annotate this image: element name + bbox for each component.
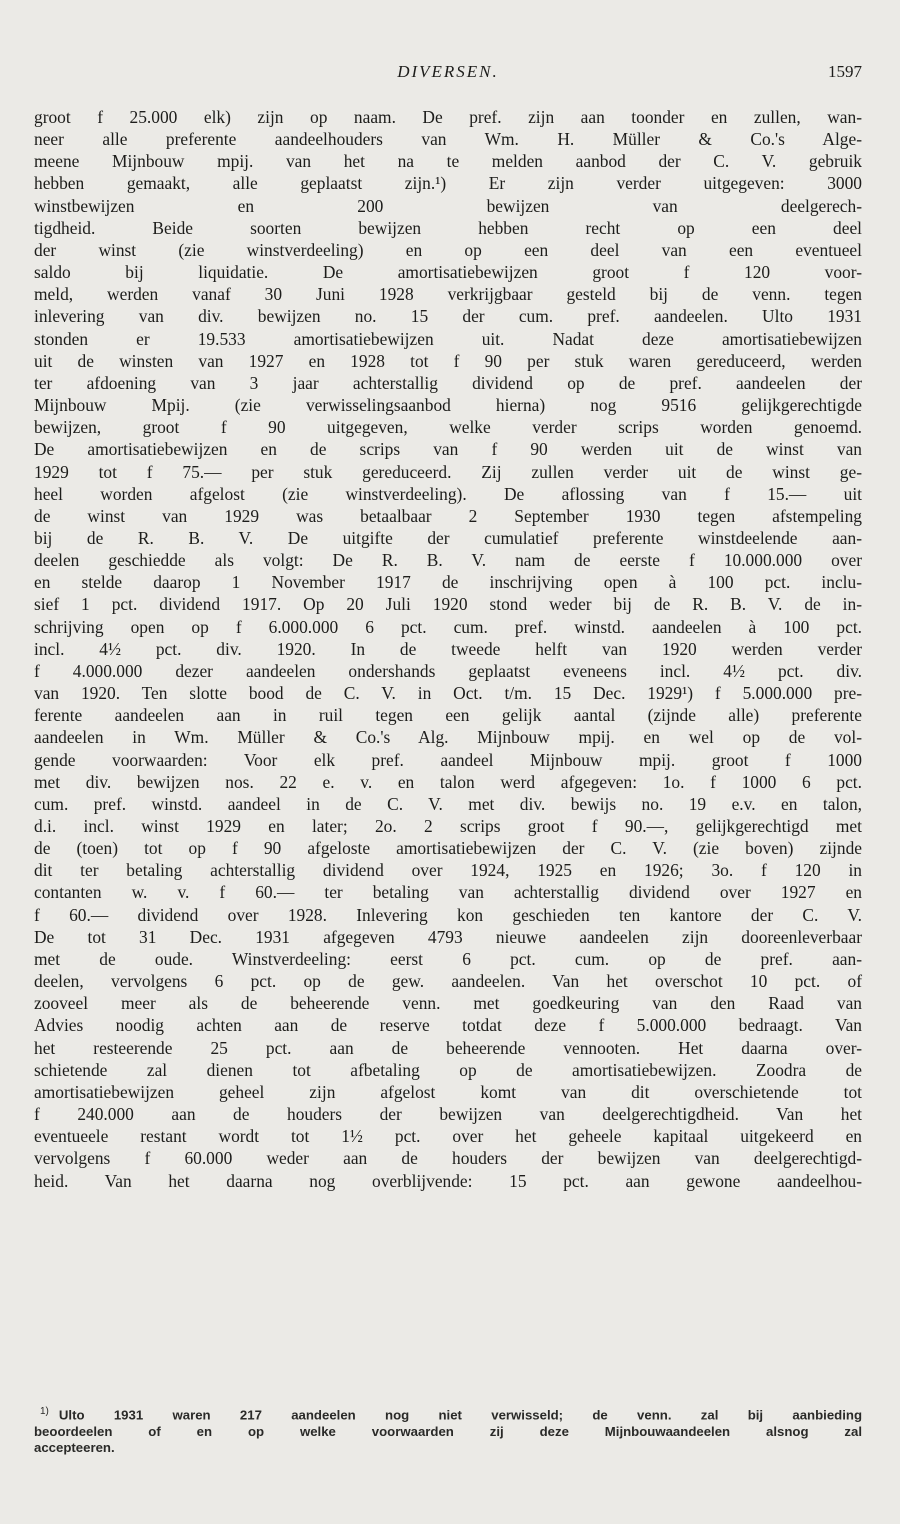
text-line: met div. bewijzen nos. 22 e. v. en talon werd afgegeven: 1o. f 1000 6 pct. — [34, 771, 862, 792]
body-text — [34, 106, 862, 1192]
text-line: dit ter betaling achterstallig dividend over 1924, 1925 en 1926; 3o. f 120 in — [34, 860, 862, 881]
text-line: deelen, vervolgens 6 pct. op de gew. aandeelen. Van het overschot 10 pct. of — [34, 971, 862, 992]
text-line: schrijving open op f 6.000.000 6 pct. cum. pref. winstd. aandeelen à 100 pct. — [34, 616, 862, 637]
text-line: ter afdoening van 3 jaar achterstallig dividend op de pref. aandeelen der — [34, 372, 862, 393]
text-line: de winst van 1929 was betaalbaar 2 September 1930 tegen afstempeling — [34, 505, 862, 526]
text-line: het resteerende 25 pct. aan de beheerende vennooten. Het daarna over- — [34, 1037, 862, 1058]
text-line: neer alle preferente aandeelhouders van Wm. H. Müller & Co.'s Alge- — [34, 129, 862, 150]
text-line: De tot 31 Dec. 1931 afgegeven 4793 nieuwe aandeelen zijn dooreenleverbaar — [34, 926, 862, 947]
text-line: met de oude. Winstverdeeling: eerst 6 pct. cum. op de pref. aan- — [34, 948, 862, 969]
text-line: der winst (zie winstverdeeling) en op een deel van een eventueel — [34, 239, 862, 260]
footnote-mark: 1) — [40, 1406, 49, 1417]
footnote-text: beoordeelen of en op welke voorwaarden zij deze Mijnbouwaandeelen alsnog zal — [34, 1423, 862, 1439]
text-line: stonden er 19.533 amortisatiebewijzen uit. Nadat deze amortisatiebewijzen — [34, 328, 862, 349]
text-line: eventueele restant wordt tot 1½ pct. over het geheele kapitaal uitgekeerd en — [34, 1126, 862, 1147]
text-line: f 4.000.000 dezer aandeelen ondershands geplaatst eveneens incl. 4½ pct. div. — [34, 660, 862, 681]
text-line: 1929 tot f 75.— per stuk gereduceerd. Zij zullen verder uit de winst ge- — [34, 461, 862, 482]
text-line: Advies noodig achten aan de reserve totdat deze f 5.000.000 bedraagt. Van — [34, 1015, 862, 1036]
text-line: de (toen) tot op f 90 afgeloste amortisatiebewijzen der C. V. (zie boven) zijnde — [34, 838, 862, 859]
text-line: deelen geschiedde als volgt: De R. B. V. nam de eerste f 10.000.000 over — [34, 550, 862, 571]
text-line: en stelde daarop 1 November 1917 de inschrijving open à 100 pct. inclu- — [34, 572, 862, 593]
text-line: saldo bij liquidatie. De amortisatiebewijzen groot f 120 voor- — [34, 262, 862, 283]
text-line: van 1920. Ten slotte bood de C. V. in Oct. t/m. 15 Dec. 1929¹) f 5.000.000 pre- — [34, 683, 862, 704]
text-line: d.i. incl. winst 1929 en later; 2o. 2 scrips groot f 90.—, gelijkgerechtigd met — [34, 816, 862, 836]
text-line: meene Mijnbouw mpij. van het na te melden aanbod der C. V. gebruik — [34, 151, 862, 172]
text-line: uit de winsten van 1927 en 1928 tot f 90 per stuk waren gereduceerd, werden — [34, 350, 862, 371]
text-line: inlevering van div. bewijzen no. 15 der cum. pref. aandeelen. Ulto 1931 — [34, 306, 862, 327]
text-line: sief 1 pct. dividend 1917. Op 20 Juli 1920 stond weder bij de R. B. V. de in- — [34, 594, 862, 615]
text-line: cum. pref. winstd. aandeel in de C. V. met div. bewijs no. 19 e.v. en talon, — [34, 793, 862, 814]
text-line: Mijnbouw Mpij. (zie verwisselingsaanbod hierna) nog 9516 gelijkgerechtigde — [34, 395, 862, 416]
text-line: vervolgens f 60.000 weder aan de houders der bewijzen van deelgerechtigd- — [34, 1148, 862, 1169]
footnote-text: Ulto 1931 waren 217 aandeelen nog niet verwisseld; de venn. zal bij aanbieding — [58, 1407, 862, 1423]
text-line: groot f 25.000 elk) zijn op naam. De pref. zijn aan toonder en zullen, wan- — [34, 107, 862, 127]
footnote — [34, 1404, 862, 1456]
text-line: gende voorwaarden: Voor elk pref. aandeel Mijnbouw mpij. groot f 1000 — [34, 749, 862, 770]
text-line: bij de R. B. V. De uitgifte der cumulatief preferente winstdeelende aan- — [34, 527, 862, 548]
footnote-line — [34, 1440, 862, 1456]
running-title: DIVERSEN. — [397, 62, 499, 81]
text-line: hebben gemaakt, alle geplaatst zijn.¹) Er zijn verder uitgegeven: 3000 — [34, 173, 862, 194]
page-header — [34, 62, 862, 86]
text-line: incl. 4½ pct. div. 1920. In de tweede helft van 1920 werden verder — [34, 638, 862, 659]
page-number: 1597 — [828, 62, 862, 81]
text-line: heel worden afgelost (zie winstverdeeling). De aflossing van f 15.— uit — [34, 483, 862, 504]
text-line: f 240.000 aan de houders der bewijzen van deelgerechtigdheid. Van het — [34, 1104, 862, 1125]
footnote-text: accepteeren. — [34, 1439, 115, 1455]
text-line: ferente aandeelen aan in ruil tegen een gelijk aantal (zijnde alle) preferente — [34, 705, 862, 726]
text-line: De amortisatiebewijzen en de scrips van f 90 werden uit de winst van — [34, 439, 862, 460]
text-line: f 60.— dividend over 1928. Inlevering kon geschieden ten kantore der C. V. — [34, 904, 862, 925]
text-line: zooveel meer als de beheerende venn. met goedkeuring van den Raad van — [34, 993, 862, 1014]
text-line: amortisatiebewijzen geheel zijn afgelost komt van dit overschietende tot — [34, 1081, 862, 1102]
text-line: contanten w. v. f 60.— ter betaling van achterstallig dividend over 1927 en — [34, 882, 862, 903]
text-line: winstbewijzen en 200 bewijzen van deelgerech- — [34, 195, 862, 216]
text-line: schietende zal dienen tot afbetaling op de amortisatiebewijzen. Zoodra de — [34, 1059, 862, 1080]
footnote-line — [34, 1404, 862, 1424]
text-line: meld, werden vanaf 30 Juni 1928 verkrijgbaar gesteld bij de venn. tegen — [34, 284, 862, 305]
text-line: tigdheid. Beide soorten bewijzen hebben recht op een deel — [34, 217, 862, 238]
text-line: aandeelen in Wm. Müller & Co.'s Alg. Mijnbouw mpij. en wel op de vol- — [34, 727, 862, 748]
footnote-line — [34, 1424, 862, 1440]
text-line: bewijzen, groot f 90 uitgegeven, welke verder scrips worden genoemd. — [34, 417, 862, 438]
text-line: heid. Van het daarna nog overblijvende: 15 pct. aan gewone aandeelhou- — [34, 1170, 862, 1191]
